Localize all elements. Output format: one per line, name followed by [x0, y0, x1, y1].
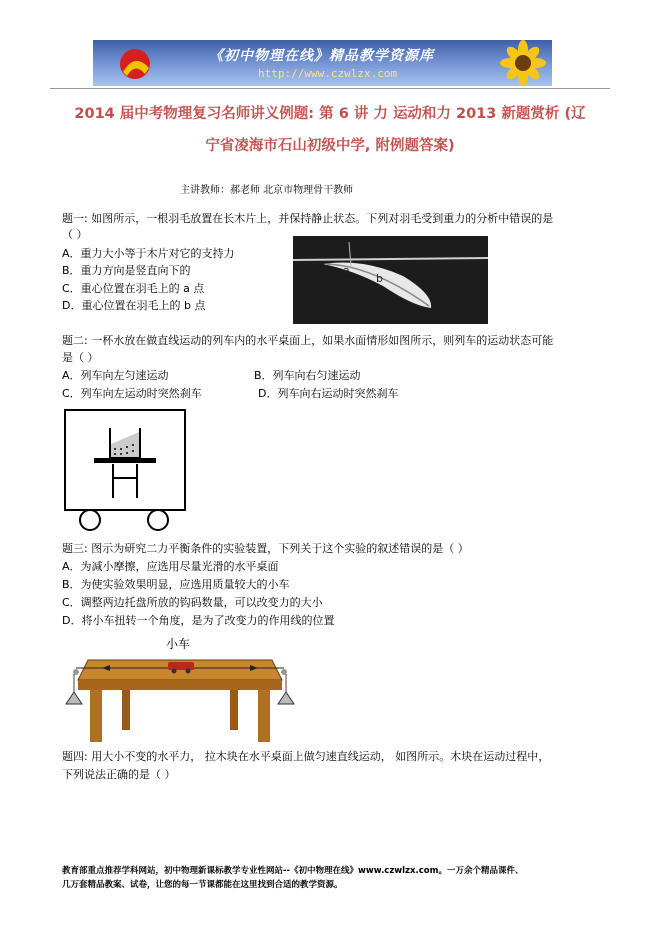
q2-option-b: B．列车向右匀速运动: [254, 369, 361, 382]
q3-stem: 题三: 图示为研究二力平衡条件的实验装置，下列关于这个实验的叙述错误的是（ ）: [62, 542, 469, 555]
q1-stem: 题一: 如图所示，一根羽毛放置在长木片上，并保持静止状态。下列对羽毛受到重力的分析中错误的是: [62, 212, 554, 225]
q1-feather-figure: [293, 236, 488, 324]
q3-option-a: A．为减小摩擦，应选用尽量光滑的水平桌面: [62, 560, 279, 573]
q1-option-b: B．重力方向是竖直向下的: [62, 264, 191, 277]
footer-line1: 教育部重点推荐学科网站，初中物理新课标教学专业性网站--《初中物理在线》www.czwlzx.com。一万余个精品课件、: [62, 866, 524, 876]
q2-option-c: C．列车向左运动时突然刹车: [62, 387, 202, 400]
sunflower-icon: [493, 40, 552, 86]
q4-stem-cont: 下列说法正确的是（ ）: [62, 768, 176, 781]
q2-train-figure: [60, 408, 190, 532]
document-title-line2: 宁省凌海市石山初级中学, 附例题答案): [205, 138, 455, 154]
banner-title: 《初中物理在线》精品教学资源库: [209, 48, 434, 64]
q2-option-a: A．列车向左匀速运动: [62, 369, 169, 382]
cart-label: 小车: [166, 637, 191, 651]
teacher-info: 主讲教师：郝老师 北京市物理骨干教师: [180, 185, 354, 196]
q3-option-d: D．将小车扭转一个角度，是为了改变力的作用线的位置: [62, 614, 335, 627]
q3-option-c: C．调整两边托盘所放的钩码数量，可以改变力的大小: [62, 596, 323, 609]
site-logo-icon: [115, 46, 155, 82]
footer-line2: 几万套精品教案、试卷，让您的每一节课都能在这里找到合适的教学资源。: [62, 880, 343, 890]
q2-option-d: D．列车向右运动时突然刹车: [258, 387, 399, 400]
header-divider: [50, 88, 610, 89]
q4-stem: 题四: 用大小不变的水平力， 拉木块在水平桌面上做匀速直线运动， 如图所示。木块在运动过程中，: [62, 750, 550, 763]
feather-label-a: a: [343, 264, 350, 277]
document-title-line1: 2014 届中考物理复习名师讲义例题: 第 6 讲 力 运动和力 2013 新题赏析 (辽: [74, 106, 586, 122]
q1-option-d: D．重心位置在羽毛上的 b 点: [62, 299, 206, 312]
q2-stem: 题二: 一杯水放在做直线运动的列车内的水平桌面上，如果水面情形如图所示，则列车的运动状态可能: [62, 334, 554, 347]
q3-option-b: B．为使实验效果明显，应选用质量较大的小车: [62, 578, 290, 591]
q1-option-a: A．重力大小等于木片对它的支持力: [62, 247, 235, 260]
banner-url: http://www.czwlzx.com: [258, 67, 398, 80]
q1-option-c: C．重心位置在羽毛上的 a 点: [62, 282, 205, 295]
feather-label-b: b: [376, 272, 383, 285]
q1-stem-cont: （ ）: [62, 228, 88, 241]
header-banner: [93, 40, 552, 86]
q3-balance-figure: [62, 632, 297, 744]
q2-stem-cont: 是（ ）: [62, 351, 99, 364]
